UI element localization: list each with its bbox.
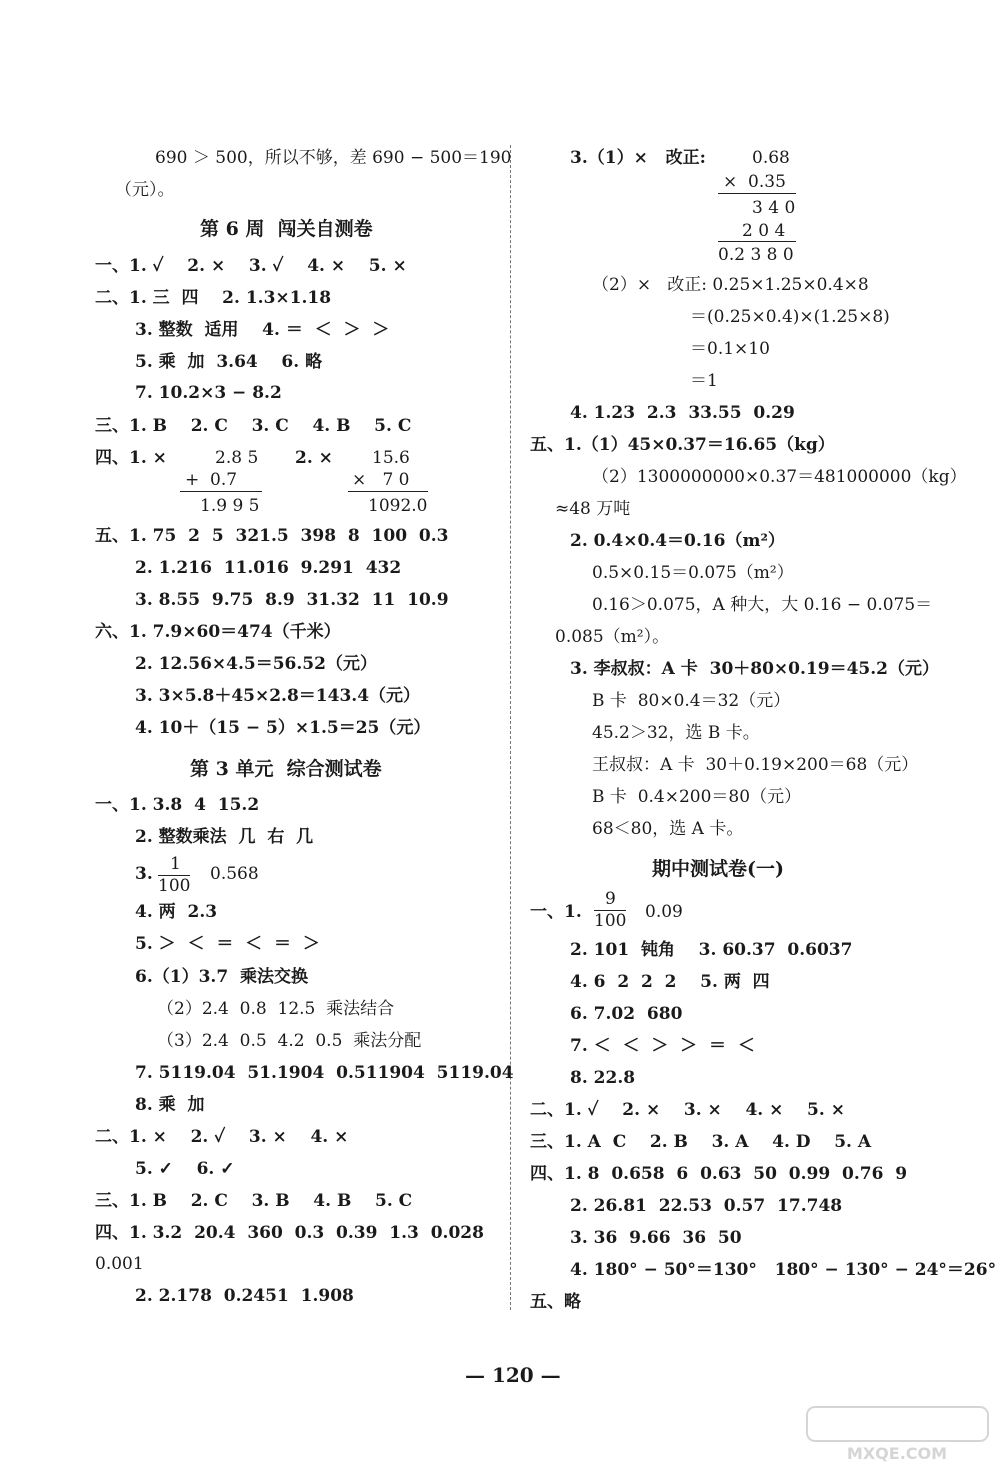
answer-line: 一、1. ✓ 2. × 3. ✓ 4. × 5. × [95,256,407,276]
answer-line: （2）2.4 0.8 12.5 乘法结合 [157,999,395,1019]
answer-line: 四、1. 3.2 20.4 360 0.3 0.39 1.3 0.028 [95,1223,484,1243]
answer-line: 一、1. 3.8 4 15.2 [95,795,260,815]
calc-row: 0.68 [752,148,790,168]
answer-line: 5. ✓ 6. ✓ [135,1159,235,1179]
answer-line: 4. 180° − 50°＝130° 180° − 130° − 24°＝26° [570,1260,997,1280]
answer-line: 2. 整数乘法 几 右 几 [135,827,314,847]
answer-line: 2. 101 钝角 3. 60.37 0.6037 [570,940,853,960]
answer-line: 7. 5119.04 51.1904 0.511904 5119.04 [135,1063,514,1083]
answer-line: 2. 1.216 11.016 9.291 432 [135,558,402,578]
answer-line: 四、1. 8 0.658 6 0.63 50 0.99 0.76 9 [530,1164,908,1184]
answer-line: 3. 3×5.8＋45×2.8＝143.4（元） [135,686,421,706]
answer-line: 0.085（m²）。 [555,627,670,647]
answer-line: 三、1. B 2. C 3. B 4. B 5. C [95,1191,413,1211]
answer-line: 3. 36 9.66 36 50 [570,1228,742,1248]
calc-row: 3 4 0 [752,198,796,218]
answer-line: （2）× 改正: 0.25×1.25×0.4×8 [592,275,869,295]
answer-line: ＝0.1×10 [690,339,770,359]
fraction-denominator: 100 [158,876,191,896]
watermark-logo [805,1405,990,1463]
answer-line: （元）。 [115,180,175,200]
calc-row: 2 0 4 [742,221,786,241]
answer-line: 二、1. 三 四 2. 1.3×1.18 [95,288,332,308]
answer-line: 3. 整数 适用 4. ＝ ＜ ＞ ＞ [135,320,390,340]
answer-line: 4. 6 2 2 2 5. 两 四 [570,972,770,992]
calc-row: 1092.0 [368,496,428,516]
calc-row: × 7 0 [352,470,410,490]
calc-underline [180,491,262,492]
answer-line: ＝1 [690,371,718,391]
answer-line: 7. 10.2×3 − 8.2 [135,383,282,403]
answer-line: 一、1. [530,902,582,922]
section-heading: 第 3 单元 综合测试卷 [190,758,382,780]
answer-line: 2. 12.56×4.5＝56.52（元） [135,654,377,674]
answer-line: 690 ＞ 500，所以不够，差 690 − 500＝190 [155,148,512,168]
calc-underline [348,491,428,492]
answer-line: 0.568 [210,864,259,884]
answer-line: 3. [135,864,153,884]
answer-line: 2. 2.178 0.2451 1.908 [135,1286,354,1306]
answer-line: 45.2＞32，选 B 卡。 [592,723,760,743]
answer-line: 二、1. ✓ 2. × 3. × 4. × 5. × [530,1100,845,1120]
calc-row: + 0.7 [185,470,238,490]
answer-line: ≈48 万吨 [555,499,631,519]
answer-line: 三、1. A C 2. B 3. A 4. D 5. A [530,1132,872,1152]
answer-line: 3. 8.55 9.75 8.9 31.32 11 10.9 [135,590,449,610]
answer-line: 4. 1.23 2.3 33.55 0.29 [570,403,795,423]
page-number: — 120 — [465,1363,561,1387]
answer-line: 2. × [295,448,333,468]
fraction-denominator: 100 [594,911,627,931]
fraction-numerator: 1 [170,854,181,874]
answer-line: （3）2.4 0.5 4.2 0.5 乘法分配 [157,1031,422,1051]
answer-line: 68＜80，选 A 卡。 [592,819,744,839]
column-divider [510,145,511,1310]
answer-line: 5. 乘 加 3.64 6. 略 [135,352,323,372]
answer-line: 三、1. B 2. C 3. C 4. B 5. C [95,416,412,436]
answer-line: 4. 两 2.3 [135,902,218,922]
answer-line: B 卡 0.4×200＝80（元） [592,787,802,807]
answer-line: 4. 10＋（15 − 5）×1.5＝25（元） [135,718,431,738]
answer-line: 王叔叔：A 卡 30＋0.19×200＝68（元） [592,755,919,775]
calc-row: 1.9 9 5 [200,496,260,516]
calc-row: 2.8 5 [215,448,259,468]
answer-line: 6. 7.02 680 [570,1004,683,1024]
calc-underline [718,193,796,194]
answer-line: 2. 0.4×0.4＝0.16（m²） [570,531,785,551]
answer-line: 五、略 [530,1292,581,1312]
calc-underline [718,241,796,242]
answer-line: 8. 22.8 [570,1068,636,1088]
section-heading: 第 6 周 闯关自测卷 [200,218,373,240]
answer-line: 六、1. 7.9×60＝474（千米） [95,622,341,642]
watermark-text: MXQE.COM [846,1444,948,1463]
answer-line: 3. 李叔叔：A 卡 30＋80×0.19＝45.2（元） [570,659,939,679]
answer-line: 0.001 [95,1254,144,1274]
answer-line: 0.16＞0.075，A 种大，大 0.16 − 0.075＝ [592,595,933,615]
answer-line: ＝(0.25×0.4)×(1.25×8) [690,307,890,327]
answer-line: 四、1. × [95,448,167,468]
answer-line: （2）1300000000×0.37＝481000000（kg） [592,467,967,487]
answer-line: 五、1. 75 2 5 321.5 398 8 100 0.3 [95,526,449,546]
section-heading: 期中测试卷(一) [652,858,784,880]
fraction-numerator: 9 [605,889,616,909]
answer-line: 8. 乘 加 [135,1095,205,1115]
answer-line: 0.09 [645,902,683,922]
answer-line: 5. ＞ ＜ ＝ ＜ ＝ ＞ [135,934,320,954]
answer-line: 7. ＜ ＜ ＞ ＞ ＝ ＜ [570,1036,755,1056]
answer-line: 二、1. × 2. ✓ 3. × 4. × [95,1127,349,1147]
answer-line: 6.（1）3.7 乘法交换 [135,967,308,987]
calc-row: 15.6 [372,448,410,468]
answer-line: 3.（1）× 改正: [570,148,706,168]
calc-row: 0.2 3 8 0 [718,245,794,265]
answer-line: 0.5×0.15＝0.075（m²） [592,563,794,583]
answer-line: 2. 26.81 22.53 0.57 17.748 [570,1196,843,1216]
answer-line: B 卡 80×0.4＝32（元） [592,691,791,711]
calc-row: × 0.35 [723,172,786,192]
answer-line: 五、1.（1）45×0.37＝16.65（kg） [530,435,835,455]
